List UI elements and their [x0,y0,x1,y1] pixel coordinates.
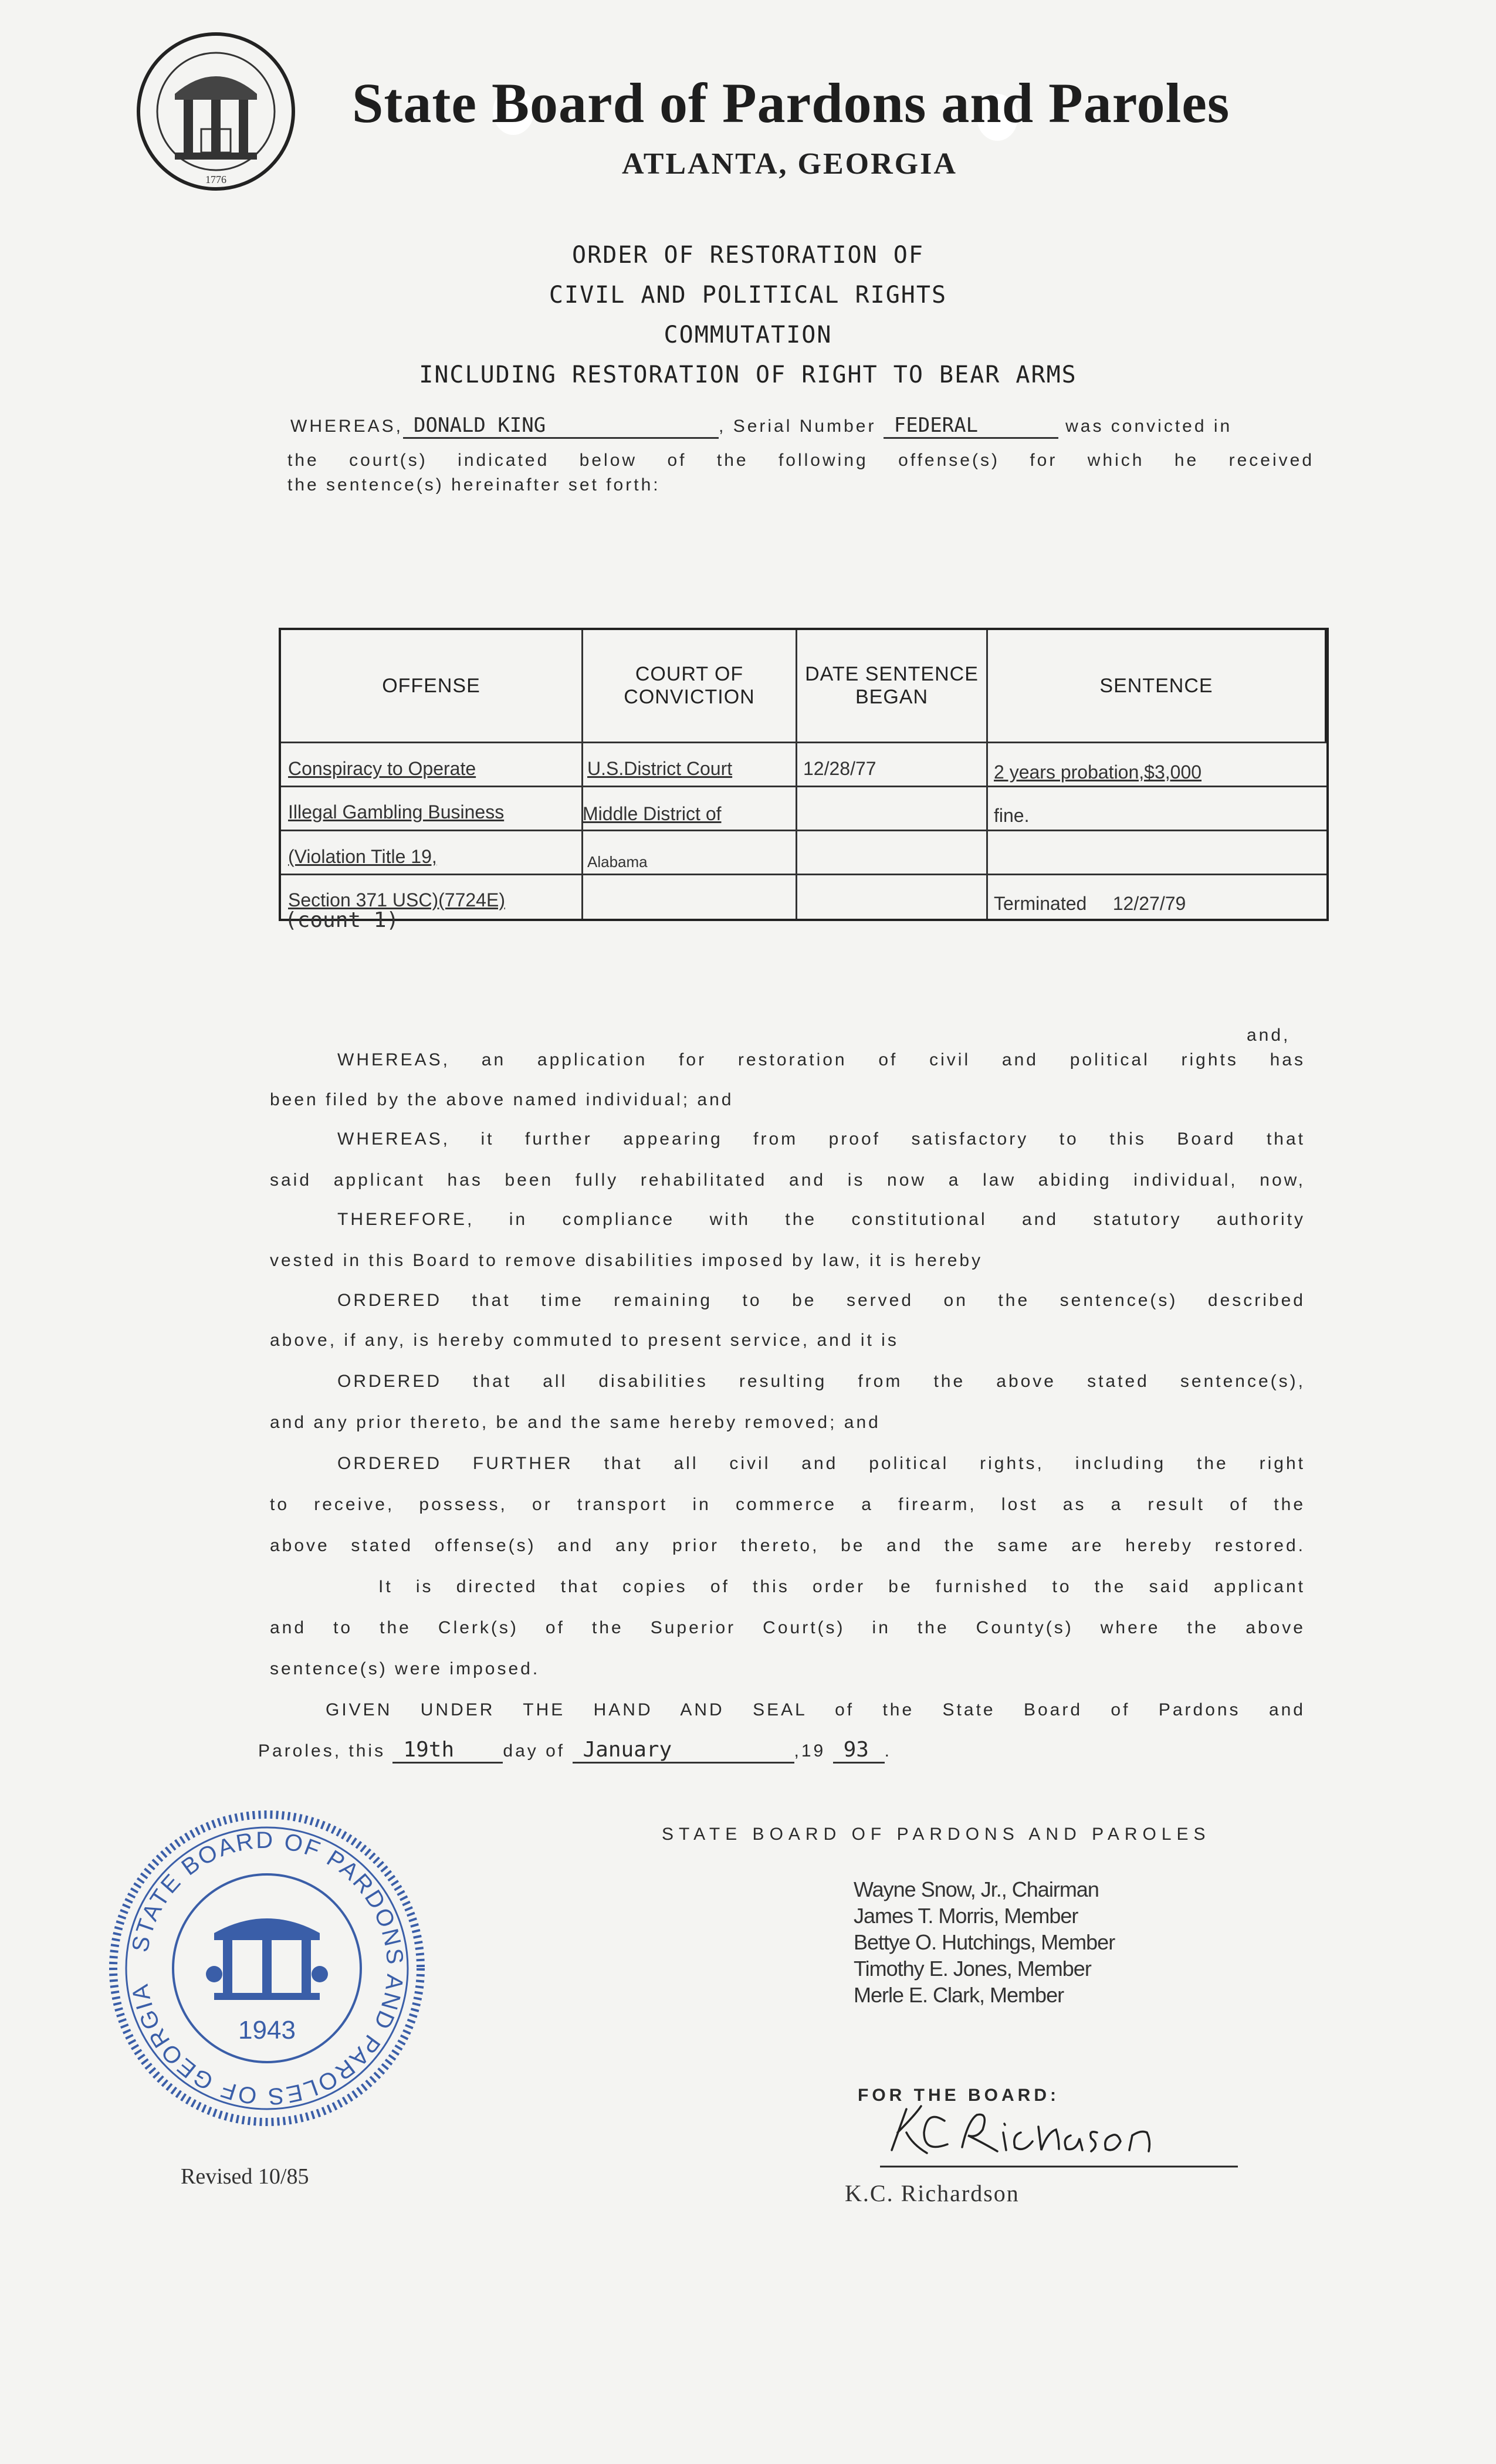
board-member: Timothy E. Jones, Member [854,1957,1091,1981]
board-member: James T. Morris, Member [854,1904,1078,1928]
paragraph-line: sentence(s) were imposed. [270,1659,540,1678]
month-field: January [573,1738,794,1764]
table-cell: Conspiracy to Operate [288,758,476,779]
table-rule [581,630,583,919]
table-header-offense: OFFENSE [281,630,583,742]
svg-text:1943: 1943 [238,2016,296,2045]
board-seal-icon [103,1804,431,2133]
table-cell: Illegal Gambling Business [288,801,505,823]
board-heading: STATE BOARD OF PARDONS AND PAROLES [662,1825,1211,1844]
paragraph-line: been filed by the above named individual; and [270,1090,734,1109]
given-date-line [258,1738,892,1764]
table-cell: 2 years probation,$3,000 [994,761,1202,783]
count-note: (count 1) [285,908,400,932]
table-rule [796,630,797,919]
paragraph-line: above, if any, is hereby commuted to present service, and it is [270,1331,899,1350]
table-header-court: COURT OF CONVICTION [583,630,797,742]
whereas-intro-line-2: the court(s) indicated below of the following offense(s) for which he received [287,451,1314,470]
convicted-label: was convicted in [1065,417,1233,436]
serial-number-field: FEDERAL [884,414,1058,439]
table-header-sentence: SENTENCE [988,630,1326,742]
revised-note: Revised 10/85 [181,2164,309,2189]
whereas-intro-line-3: the sentence(s) hereinafter set forth: [287,475,661,495]
paragraph-line: ORDERED that time remaining to be served on the sentence(s) described [337,1291,1305,1310]
order-title-line-2: CIVIL AND POLITICAL RIGHTS [549,282,947,309]
paragraph-line: ORDERED FURTHER that all civil and political rights, including the right [337,1454,1305,1473]
paragraph-line: WHEREAS, it further appearing from proof satisfactory to this Board that [337,1129,1305,1149]
table-cell: U.S.District Court [587,758,733,779]
table-cell: Middle District of [583,803,722,824]
paragraph-line: above stated offense(s) and any prior thereto, be and the same are hereby restored. [270,1536,1305,1555]
given-end: . [884,1741,892,1761]
given-lead: Paroles, this [258,1741,386,1761]
order-title-line-4: INCLUDING RESTORATION OF RIGHT TO BEAR ARMS [419,361,1077,388]
table-header-date: DATE SENTENCE BEGAN [797,630,988,742]
year-prefix: ,19 [794,1741,826,1761]
georgia-state-seal-icon [134,29,298,194]
paragraph-line: said applicant has been fully rehabilitated and is now a law abiding individual, now, [270,1170,1305,1190]
paragraph-line: vested in this Board to remove disabilities imposed by law, it is hereby [270,1251,983,1270]
table-rule [281,874,1326,875]
offense-table [279,628,1329,921]
paragraph-line: THEREFORE, in compliance with the constitutional and statutory authority [337,1210,1305,1229]
table-rule [281,786,1326,787]
table-cell: (Violation Title 19, [288,846,437,867]
table-rule [986,630,988,919]
board-member: Wayne Snow, Jr., Chairman [854,1877,1099,1901]
paragraph-line: WHEREAS, an application for restoration of civil and political rights has [337,1050,1305,1069]
day-label: day of [503,1741,566,1761]
table-cell: fine. [994,805,1030,826]
whereas-intro-line-1 [290,414,1232,439]
table-rule [281,742,1326,743]
signature-icon [880,2097,1244,2174]
order-title-line-3: COMMUTATION [664,321,832,348]
page-subtitle: ATLANTA, GEORGIA [622,147,957,181]
svg-text:1776: 1776 [205,174,226,185]
page-title: State Board of Pardons and Paroles [352,72,1230,134]
svg-text:STATE BOARD OF PARDONS AND PAR: STATE BOARD OF PARDONS AND PAROLES OF GEORGIA [127,1827,408,2110]
table-cell: Terminated 12/27/79 [994,893,1186,914]
year-field: 93 [833,1738,885,1764]
table-cell: Alabama [587,853,648,871]
day-field: 19th [392,1738,503,1764]
and-text: and, [1247,1025,1291,1045]
paragraph-line: to receive, possess, or transport in commerce a firearm, lost as a result of the [270,1495,1305,1514]
board-member: Merle E. Clark, Member [854,1983,1064,2007]
serial-label: , Serial Number [719,417,876,436]
paragraph-line: GIVEN UNDER THE HAND AND SEAL of the State Board of Pardons and [326,1700,1305,1720]
paragraph-line: ORDERED that all disabilities resulting from the above stated sentence(s), [337,1372,1305,1391]
table-cell: Section 371 USC)(7724E) [288,889,505,911]
board-member: Bettye O. Hutchings, Member [854,1930,1115,1954]
whereas-label: WHEREAS, [290,417,404,436]
for-the-board-label: FOR THE BOARD: [858,2086,1060,2105]
table-cell: 12/28/77 [803,758,876,779]
signer-name: K.C. Richardson [845,2180,1020,2206]
table-rule [281,830,1326,831]
paragraph-line: and any prior thereto, be and the same hereby removed; and [270,1413,881,1432]
convict-name-field: DONALD KING [403,414,719,439]
paragraph-line: and to the Clerk(s) of the Superior Court(s) in the County(s) where the above [270,1618,1305,1637]
order-title-line-1: ORDER OF RESTORATION OF [572,242,924,269]
paragraph-line: It is directed that copies of this order be furnished to the said applicant [378,1577,1305,1596]
